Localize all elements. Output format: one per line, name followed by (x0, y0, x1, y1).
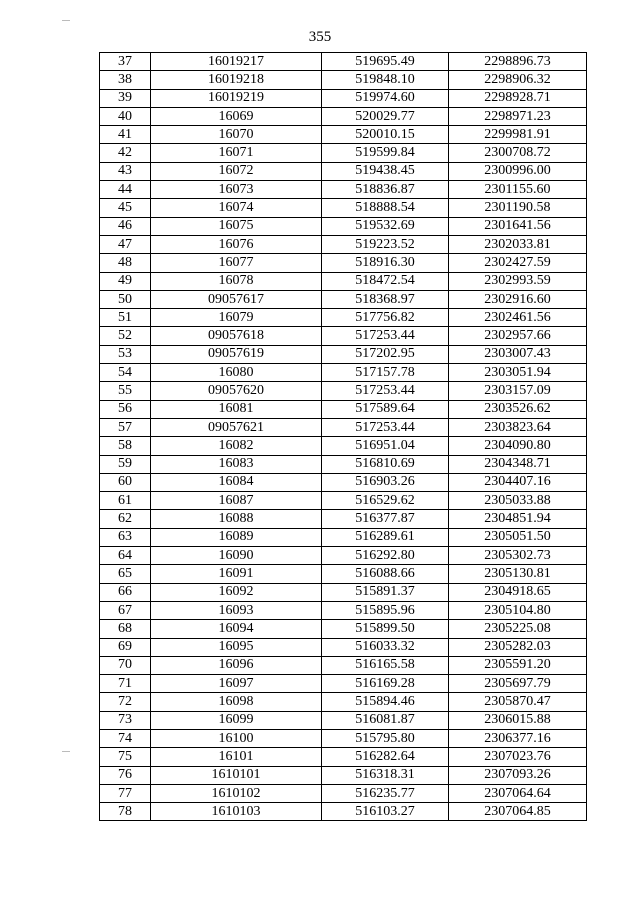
x-coordinate-cell: 518916.30 (322, 254, 449, 272)
point-id-cell: 1610102 (151, 784, 322, 802)
x-coordinate-cell: 516169.28 (322, 675, 449, 693)
table-row (100, 620, 587, 638)
table-row (100, 492, 587, 510)
row-number-cell: 71 (100, 675, 151, 693)
table-row (100, 327, 587, 345)
coordinates-table (99, 52, 587, 821)
point-id-cell: 16095 (151, 638, 322, 656)
x-coordinate-cell: 515895.96 (322, 601, 449, 619)
table-row (100, 675, 587, 693)
table-row (100, 729, 587, 747)
point-id-cell: 16078 (151, 272, 322, 290)
point-id-cell: 16075 (151, 217, 322, 235)
row-number-cell: 45 (100, 199, 151, 217)
row-number-cell: 60 (100, 473, 151, 491)
point-id-cell: 16073 (151, 181, 322, 199)
point-id-cell: 09057620 (151, 382, 322, 400)
table-row (100, 711, 587, 729)
point-id-cell: 16074 (151, 199, 322, 217)
x-coordinate-cell: 516289.61 (322, 528, 449, 546)
point-id-cell: 16083 (151, 455, 322, 473)
y-coordinate-cell: 2305302.73 (449, 547, 587, 565)
row-number-cell: 67 (100, 601, 151, 619)
x-coordinate-cell: 516318.31 (322, 766, 449, 784)
row-number-cell: 38 (100, 71, 151, 89)
x-coordinate-cell: 519974.60 (322, 89, 449, 107)
row-number-cell: 39 (100, 89, 151, 107)
point-id-cell: 16093 (151, 601, 322, 619)
y-coordinate-cell: 2298928.71 (449, 89, 587, 107)
x-coordinate-cell: 517589.64 (322, 400, 449, 418)
x-coordinate-cell: 517253.44 (322, 418, 449, 436)
row-number-cell: 72 (100, 693, 151, 711)
y-coordinate-cell: 2304407.16 (449, 473, 587, 491)
point-id-cell: 16071 (151, 144, 322, 162)
row-number-cell: 44 (100, 181, 151, 199)
table-row (100, 144, 587, 162)
row-number-cell: 77 (100, 784, 151, 802)
y-coordinate-cell: 2301190.58 (449, 199, 587, 217)
x-coordinate-cell: 515795.80 (322, 729, 449, 747)
table-row (100, 766, 587, 784)
point-id-cell: 09057617 (151, 290, 322, 308)
point-id-cell: 16069 (151, 107, 322, 125)
x-coordinate-cell: 515899.50 (322, 620, 449, 638)
row-number-cell: 63 (100, 528, 151, 546)
row-number-cell: 52 (100, 327, 151, 345)
x-coordinate-cell: 520010.15 (322, 126, 449, 144)
x-coordinate-cell: 517253.44 (322, 382, 449, 400)
y-coordinate-cell: 2303051.94 (449, 364, 587, 382)
x-coordinate-cell: 516810.69 (322, 455, 449, 473)
point-id-cell: 16089 (151, 528, 322, 546)
point-id-cell: 16101 (151, 748, 322, 766)
table-row (100, 547, 587, 565)
point-id-cell: 16080 (151, 364, 322, 382)
row-number-cell: 65 (100, 565, 151, 583)
point-id-cell: 1610103 (151, 803, 322, 821)
table-row (100, 217, 587, 235)
table-row (100, 803, 587, 821)
y-coordinate-cell: 2305051.50 (449, 528, 587, 546)
table-row (100, 364, 587, 382)
point-id-cell: 16019219 (151, 89, 322, 107)
point-id-cell: 1610101 (151, 766, 322, 784)
x-coordinate-cell: 516529.62 (322, 492, 449, 510)
margin-mark-top (62, 20, 70, 21)
y-coordinate-cell: 2303157.09 (449, 382, 587, 400)
point-id-cell: 16092 (151, 583, 322, 601)
row-number-cell: 53 (100, 345, 151, 363)
table-row (100, 656, 587, 674)
point-id-cell: 16019218 (151, 71, 322, 89)
table-row (100, 181, 587, 199)
y-coordinate-cell: 2303526.62 (449, 400, 587, 418)
row-number-cell: 57 (100, 418, 151, 436)
point-id-cell: 16098 (151, 693, 322, 711)
row-number-cell: 56 (100, 400, 151, 418)
x-coordinate-cell: 519695.49 (322, 53, 449, 71)
x-coordinate-cell: 515891.37 (322, 583, 449, 601)
x-coordinate-cell: 520029.77 (322, 107, 449, 125)
point-id-cell: 09057619 (151, 345, 322, 363)
row-number-cell: 66 (100, 583, 151, 601)
x-coordinate-cell: 519599.84 (322, 144, 449, 162)
x-coordinate-cell: 515894.46 (322, 693, 449, 711)
margin-mark-bottom (62, 751, 70, 752)
point-id-cell: 09057618 (151, 327, 322, 345)
y-coordinate-cell: 2307064.85 (449, 803, 587, 821)
row-number-cell: 76 (100, 766, 151, 784)
x-coordinate-cell: 517756.82 (322, 309, 449, 327)
y-coordinate-cell: 2304090.80 (449, 437, 587, 455)
table-row (100, 71, 587, 89)
point-id-cell: 16100 (151, 729, 322, 747)
row-number-cell: 54 (100, 364, 151, 382)
y-coordinate-cell: 2305104.80 (449, 601, 587, 619)
table-row (100, 345, 587, 363)
point-id-cell: 16099 (151, 711, 322, 729)
y-coordinate-cell: 2304918.65 (449, 583, 587, 601)
point-id-cell: 16094 (151, 620, 322, 638)
x-coordinate-cell: 516951.04 (322, 437, 449, 455)
row-number-cell: 78 (100, 803, 151, 821)
table-row (100, 437, 587, 455)
y-coordinate-cell: 2305591.20 (449, 656, 587, 674)
x-coordinate-cell: 518836.87 (322, 181, 449, 199)
x-coordinate-cell: 519848.10 (322, 71, 449, 89)
point-id-cell: 16070 (151, 126, 322, 144)
point-id-cell: 16091 (151, 565, 322, 583)
row-number-cell: 49 (100, 272, 151, 290)
x-coordinate-cell: 517253.44 (322, 327, 449, 345)
row-number-cell: 48 (100, 254, 151, 272)
x-coordinate-cell: 516292.80 (322, 547, 449, 565)
x-coordinate-cell: 518888.54 (322, 199, 449, 217)
row-number-cell: 41 (100, 126, 151, 144)
page-number: 355 (308, 29, 332, 45)
point-id-cell: 16072 (151, 162, 322, 180)
table-row (100, 693, 587, 711)
table-row (100, 290, 587, 308)
table-row (100, 638, 587, 656)
x-coordinate-cell: 519223.52 (322, 235, 449, 253)
table-row (100, 199, 587, 217)
x-coordinate-cell: 519438.45 (322, 162, 449, 180)
y-coordinate-cell: 2302427.59 (449, 254, 587, 272)
table-row (100, 254, 587, 272)
table-row (100, 528, 587, 546)
y-coordinate-cell: 2300708.72 (449, 144, 587, 162)
row-number-cell: 46 (100, 217, 151, 235)
x-coordinate-cell: 516235.77 (322, 784, 449, 802)
table-row (100, 107, 587, 125)
table-row (100, 601, 587, 619)
y-coordinate-cell: 2302993.59 (449, 272, 587, 290)
y-coordinate-cell: 2305697.79 (449, 675, 587, 693)
x-coordinate-cell: 516088.66 (322, 565, 449, 583)
point-id-cell: 16097 (151, 675, 322, 693)
y-coordinate-cell: 2304851.94 (449, 510, 587, 528)
y-coordinate-cell: 2305870.47 (449, 693, 587, 711)
x-coordinate-cell: 516033.32 (322, 638, 449, 656)
row-number-cell: 61 (100, 492, 151, 510)
y-coordinate-cell: 2299981.91 (449, 126, 587, 144)
table-row (100, 382, 587, 400)
point-id-cell: 16090 (151, 547, 322, 565)
x-coordinate-cell: 516282.64 (322, 748, 449, 766)
table-row (100, 126, 587, 144)
table-row (100, 53, 587, 71)
y-coordinate-cell: 2302461.56 (449, 309, 587, 327)
y-coordinate-cell: 2305033.88 (449, 492, 587, 510)
point-id-cell: 16079 (151, 309, 322, 327)
x-coordinate-cell: 517157.78 (322, 364, 449, 382)
row-number-cell: 42 (100, 144, 151, 162)
table-row (100, 89, 587, 107)
point-id-cell: 16088 (151, 510, 322, 528)
table-row (100, 309, 587, 327)
point-id-cell: 16096 (151, 656, 322, 674)
row-number-cell: 47 (100, 235, 151, 253)
row-number-cell: 62 (100, 510, 151, 528)
table-row (100, 565, 587, 583)
y-coordinate-cell: 2304348.71 (449, 455, 587, 473)
y-coordinate-cell: 2298971.23 (449, 107, 587, 125)
table-row (100, 748, 587, 766)
table-row (100, 400, 587, 418)
x-coordinate-cell: 516377.87 (322, 510, 449, 528)
row-number-cell: 50 (100, 290, 151, 308)
y-coordinate-cell: 2303823.64 (449, 418, 587, 436)
row-number-cell: 64 (100, 547, 151, 565)
y-coordinate-cell: 2302033.81 (449, 235, 587, 253)
row-number-cell: 73 (100, 711, 151, 729)
row-number-cell: 51 (100, 309, 151, 327)
y-coordinate-cell: 2306377.16 (449, 729, 587, 747)
table-row (100, 473, 587, 491)
point-id-cell: 16087 (151, 492, 322, 510)
table-row (100, 162, 587, 180)
row-number-cell: 40 (100, 107, 151, 125)
y-coordinate-cell: 2305225.08 (449, 620, 587, 638)
table-row (100, 272, 587, 290)
y-coordinate-cell: 2300996.00 (449, 162, 587, 180)
point-id-cell: 16081 (151, 400, 322, 418)
x-coordinate-cell: 517202.95 (322, 345, 449, 363)
x-coordinate-cell: 518368.97 (322, 290, 449, 308)
table-row (100, 235, 587, 253)
x-coordinate-cell: 516081.87 (322, 711, 449, 729)
y-coordinate-cell: 2306015.88 (449, 711, 587, 729)
row-number-cell: 58 (100, 437, 151, 455)
row-number-cell: 69 (100, 638, 151, 656)
x-coordinate-cell: 519532.69 (322, 217, 449, 235)
y-coordinate-cell: 2301641.56 (449, 217, 587, 235)
x-coordinate-cell: 518472.54 (322, 272, 449, 290)
row-number-cell: 43 (100, 162, 151, 180)
point-id-cell: 16076 (151, 235, 322, 253)
table-row (100, 784, 587, 802)
row-number-cell: 74 (100, 729, 151, 747)
y-coordinate-cell: 2307093.26 (449, 766, 587, 784)
point-id-cell: 16084 (151, 473, 322, 491)
y-coordinate-cell: 2307064.64 (449, 784, 587, 802)
y-coordinate-cell: 2305130.81 (449, 565, 587, 583)
row-number-cell: 37 (100, 53, 151, 71)
row-number-cell: 75 (100, 748, 151, 766)
y-coordinate-cell: 2302957.66 (449, 327, 587, 345)
point-id-cell: 16077 (151, 254, 322, 272)
point-id-cell: 09057621 (151, 418, 322, 436)
x-coordinate-cell: 516103.27 (322, 803, 449, 821)
y-coordinate-cell: 2298896.73 (449, 53, 587, 71)
x-coordinate-cell: 516165.58 (322, 656, 449, 674)
table-row (100, 418, 587, 436)
row-number-cell: 68 (100, 620, 151, 638)
point-id-cell: 16082 (151, 437, 322, 455)
table-row (100, 455, 587, 473)
coordinates-table-body (100, 53, 587, 821)
y-coordinate-cell: 2305282.03 (449, 638, 587, 656)
y-coordinate-cell: 2302916.60 (449, 290, 587, 308)
row-number-cell: 55 (100, 382, 151, 400)
y-coordinate-cell: 2301155.60 (449, 181, 587, 199)
y-coordinate-cell: 2298906.32 (449, 71, 587, 89)
y-coordinate-cell: 2307023.76 (449, 748, 587, 766)
row-number-cell: 59 (100, 455, 151, 473)
point-id-cell: 16019217 (151, 53, 322, 71)
table-row (100, 510, 587, 528)
x-coordinate-cell: 516903.26 (322, 473, 449, 491)
table-row (100, 583, 587, 601)
y-coordinate-cell: 2303007.43 (449, 345, 587, 363)
row-number-cell: 70 (100, 656, 151, 674)
